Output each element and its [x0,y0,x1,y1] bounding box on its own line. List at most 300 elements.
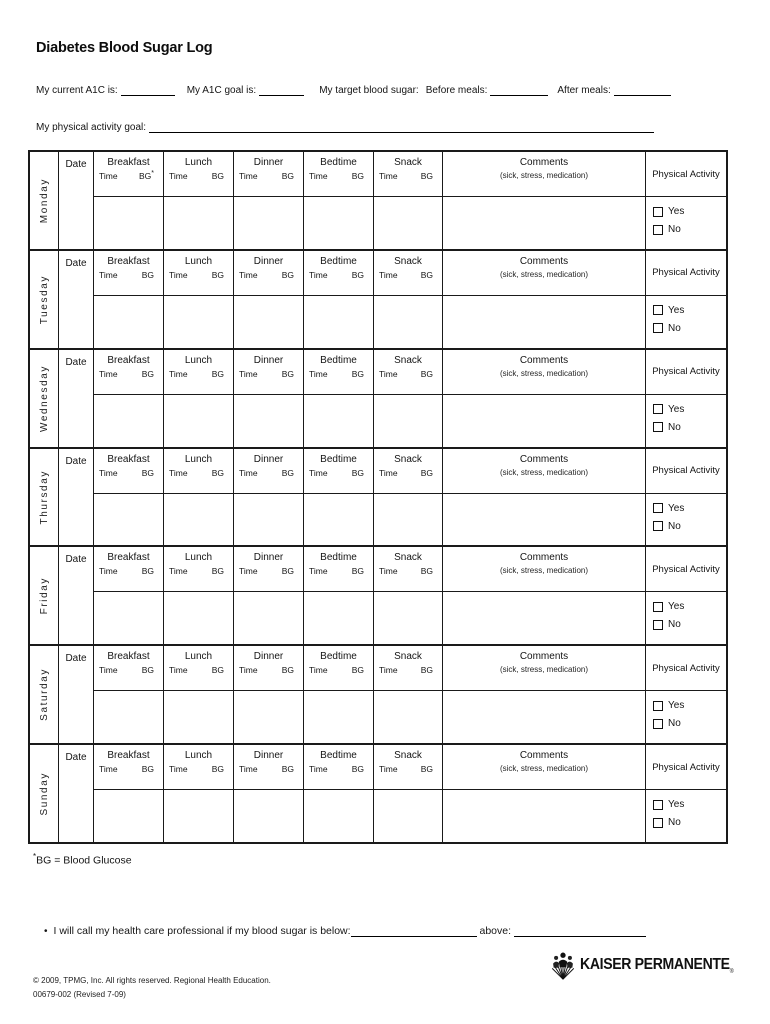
comments-entry-cell[interactable] [443,592,646,644]
time-label: Time [99,368,118,379]
yes-label: Yes [668,799,685,811]
bedtime-header-cell [304,547,374,591]
bg-footnote-marker: * [151,170,154,178]
physical-activity-label: Physical Activity [652,267,720,279]
breakfast-header-cell [94,350,164,394]
breakfast-entry-cell[interactable] [94,790,164,842]
physical-activity-yes-option[interactable] [653,799,726,810]
bg-label: BG [420,665,433,676]
yes-checkbox[interactable] [653,305,663,315]
comments-sub-label: (sick, stress, medication) [499,764,589,774]
snack-header-cell [374,350,443,394]
breakfast-entry-cell[interactable] [94,494,164,546]
copyright-line: © 2009, TPMG, Inc. All rights reserved. Regional Health Education. [33,976,271,985]
comments-sub-label: (sick, stress, medication) [499,171,589,180]
breakfast-entry-cell[interactable] [94,395,164,447]
comments-label: Comments [519,453,569,465]
bedtime-label: Bedtime [320,552,357,564]
yes-label: Yes [668,403,685,415]
time-label: Time [379,269,398,280]
time-label: Time [239,368,258,379]
breakfast-header-cell [94,646,164,690]
lunch-header-cell [164,547,234,591]
bedtime-entry-cell[interactable] [304,790,374,842]
bedtime-entry-cell[interactable] [304,197,374,249]
physical-activity-header-cell [646,547,726,591]
breakfast-label: Breakfast [107,255,150,267]
dinner-label: Dinner [253,552,284,564]
physical-activity-header-cell [646,646,726,690]
kaiser-permanente-people-icon [551,952,575,980]
physical-activity-header-cell [646,251,726,295]
snack-entry-cell[interactable] [374,296,443,348]
physical-activity-yes-option[interactable] [653,700,726,711]
a1c-goal-label: My A1C goal is: [186,85,257,96]
time-label: Time [169,566,188,577]
meal-header-row [94,745,726,790]
snack-label: Snack [394,750,422,762]
snack-entry-cell[interactable] [374,790,443,842]
bg-label: BG [211,171,224,181]
lunch-header-cell [164,152,234,196]
snack-label: Snack [394,157,422,168]
yes-checkbox[interactable] [653,503,663,513]
comments-header-cell [443,646,646,690]
comments-sub-label: (sick, stress, medication) [499,467,589,477]
lunch-entry-cell[interactable] [164,592,234,644]
no-checkbox[interactable] [653,225,663,235]
bedtime-entry-cell[interactable] [304,691,374,743]
lunch-label: Lunch [184,157,213,168]
meal-header-row [94,350,726,395]
call-professional-text: I will call my health care professional if my blood sugar is below: [53,925,351,937]
dinner-entry-cell[interactable] [234,691,304,743]
dinner-header-cell [234,745,304,789]
bedtime-header-cell [304,745,374,789]
physical-activity-label: Physical Activity [652,662,720,674]
breakfast-label: Breakfast [107,157,150,168]
physical-activity-header-cell [646,350,726,394]
date-label: Date [65,554,87,566]
snack-entry-cell[interactable] [374,691,443,743]
bg-label: BG [141,368,154,379]
yes-checkbox[interactable] [653,800,663,810]
comments-entry-cell[interactable] [443,197,646,249]
day-grid [94,646,726,743]
day-grid [94,251,726,348]
blood-sugar-below-field[interactable] [351,924,477,937]
bg-label: BG [211,566,224,577]
day-row [30,152,726,251]
physical-activity-no-option[interactable] [653,817,726,828]
bg-label: BG [420,764,433,775]
physical-activity-yes-option[interactable] [653,404,726,415]
date-cell[interactable] [59,350,94,447]
bg-footnote [33,852,132,867]
yes-checkbox[interactable] [653,207,663,217]
time-label: Time [169,269,188,280]
bg-label: BG [281,665,294,676]
breakfast-label: Breakfast [107,354,150,366]
a1c-goal-field[interactable] [259,83,304,96]
day-name-cell [30,152,59,249]
physical-activity-yes-option[interactable] [653,305,726,316]
time-label: Time [239,566,258,577]
physical-activity-label: Physical Activity [652,366,720,378]
bedtime-label: Bedtime [320,255,357,267]
physical-activity-entry-cell [646,197,726,249]
lunch-header-cell [164,745,234,789]
dinner-header-cell [234,547,304,591]
date-label: Date [65,752,87,764]
bg-label: BG [281,269,294,280]
entry-row [94,197,726,249]
time-label: Time [379,171,398,181]
physical-activity-yes-option[interactable] [653,601,726,612]
entry-row [94,296,726,348]
physical-activity-label: Physical Activity [652,761,720,773]
comments-header-cell [443,547,646,591]
bg-label: BG [211,764,224,775]
bg-label: BG [351,566,364,577]
entry-row [94,790,726,842]
yes-label: Yes [668,601,685,613]
bg-label: BG [281,764,294,775]
date-cell[interactable] [59,251,94,348]
lunch-label: Lunch [184,354,213,366]
time-label: Time [169,665,188,676]
physical-activity-entry-cell [646,395,726,447]
day-row [30,251,726,350]
snack-header-cell [374,745,443,789]
bg-label: BG [141,665,154,676]
physical-activity-header-cell [646,449,726,493]
no-checkbox[interactable] [653,422,663,432]
physical-activity-no-option[interactable] [653,323,726,334]
lunch-label: Lunch [184,750,213,762]
comments-entry-cell[interactable] [443,395,646,447]
dinner-entry-cell[interactable] [234,296,304,348]
day-grid [94,745,726,842]
day-name-cell [30,745,59,842]
physical-activity-yes-option[interactable] [653,503,726,514]
bg-label: BG [420,368,433,379]
comments-header-cell [443,745,646,789]
snack-header-cell [374,152,443,196]
time-label: Time [379,566,398,577]
day-name-label: Thursday [38,469,50,525]
comments-label: Comments [519,651,569,663]
bg-label: BG [141,269,154,280]
comments-entry-cell[interactable] [443,296,646,348]
comments-sub-label: (sick, stress, medication) [499,566,589,576]
bg-label: BG* [138,170,154,181]
comments-label: Comments [519,255,569,267]
bg-label: BG [351,171,364,181]
blood-sugar-above-field[interactable] [514,924,646,937]
breakfast-entry-cell[interactable] [94,296,164,348]
time-label: Time [379,665,398,676]
comments-label: Comments [519,354,569,366]
bg-label: BG [141,566,154,577]
no-checkbox[interactable] [653,818,663,828]
time-label: Time [169,171,188,181]
time-label: Time [239,764,258,775]
no-label: No [668,718,681,730]
form-number-line: 00679-002 (Revised 7-09) [33,990,126,1000]
no-checkbox[interactable] [653,323,663,333]
dinner-entry-cell[interactable] [234,790,304,842]
physical-activity-yes-option[interactable] [653,206,726,217]
date-cell[interactable] [59,449,94,546]
breakfast-header-cell [94,449,164,493]
no-label: No [668,520,681,532]
physical-activity-header-cell [646,745,726,789]
snack-entry-cell[interactable] [374,395,443,447]
day-name-cell [30,449,59,546]
entry-row [94,691,726,743]
breakfast-entry-cell[interactable] [94,691,164,743]
dinner-header-cell [234,646,304,690]
bedtime-entry-cell[interactable] [304,296,374,348]
time-label: Time [99,764,118,775]
dinner-header-cell [234,251,304,295]
date-cell[interactable] [59,152,94,249]
physical-activity-no-option[interactable] [653,619,726,630]
physical-activity-no-option[interactable] [653,224,726,235]
lunch-entry-cell[interactable] [164,197,234,249]
dinner-label: Dinner [253,453,284,465]
date-label: Date [65,356,87,368]
bg-label: BG [281,368,294,379]
breakfast-entry-cell[interactable] [94,592,164,644]
bg-label: BG [420,566,433,577]
date-label: Date [65,455,87,467]
bg-label: BG [211,467,224,478]
bullet-icon: • [44,926,48,937]
breakfast-label: Breakfast [107,453,150,465]
day-name-label: Monday [38,177,50,224]
bg-label: BG [211,665,224,676]
lunch-entry-cell[interactable] [164,691,234,743]
breakfast-header-cell [94,152,164,196]
time-label: Time [309,269,328,280]
snack-label: Snack [394,552,422,564]
current-a1c-label: My current A1C is: [36,85,118,96]
bedtime-entry-cell[interactable] [304,592,374,644]
time-label: Time [169,368,188,379]
dinner-entry-cell[interactable] [234,592,304,644]
breakfast-label: Breakfast [107,651,150,663]
physical-activity-label: Physical Activity [652,168,720,180]
kaiser-permanente-wordmark: KAISER $PERMANENTE_®$ [580,956,734,976]
comments-sub-label: (sick, stress, medication) [499,269,589,279]
day-grid [94,547,726,644]
date-cell[interactable] [59,547,94,644]
snack-label: Snack [394,354,422,366]
lunch-entry-cell[interactable] [164,790,234,842]
meal-header-row [94,646,726,691]
physical-activity-entry-cell [646,296,726,348]
dinner-entry-cell[interactable] [234,395,304,447]
target-blood-sugar-label: My target blood sugar: [319,85,419,96]
dinner-label: Dinner [253,157,284,168]
day-grid [94,152,726,249]
physical-activity-entry-cell [646,592,726,644]
before-meals-field[interactable] [490,83,548,96]
bg-label: BG [281,566,294,577]
activity-goal-label: My physical activity goal: [36,122,147,133]
snack-entry-cell[interactable] [374,592,443,644]
physical-activity-no-option[interactable] [653,422,726,433]
current-a1c-field[interactable] [121,83,175,96]
a1c-targets-line [36,83,671,96]
snack-header-cell [374,547,443,591]
yes-checkbox[interactable] [653,701,663,711]
bg-label: BG [351,764,364,775]
after-meals-label: After meals: [557,85,611,96]
registered-trademark-symbol: ® [729,969,734,976]
lunch-entry-cell[interactable] [164,296,234,348]
meal-header-row [94,251,726,296]
bg-label: BG [141,467,154,478]
comments-label: Comments [519,157,569,168]
dinner-entry-cell[interactable] [234,494,304,546]
day-name-label: Friday [38,577,50,615]
activity-goal-line [36,120,654,133]
yes-checkbox[interactable] [653,404,663,414]
time-label: Time [99,467,118,478]
bg-label: BG [351,467,364,478]
breakfast-header-cell [94,251,164,295]
bedtime-entry-cell[interactable] [304,494,374,546]
time-label: Time [239,269,258,280]
time-label: Time [239,665,258,676]
no-label: No [668,224,681,235]
bg-label: BG [420,467,433,478]
bedtime-label: Bedtime [320,750,357,762]
activity-goal-field[interactable] [149,120,654,133]
snack-header-cell [374,646,443,690]
bg-label: BG [351,269,364,280]
time-label: Time [99,566,118,577]
snack-entry-cell[interactable] [374,494,443,546]
no-checkbox[interactable] [653,521,663,531]
bg-label: BG [211,269,224,280]
breakfast-entry-cell[interactable] [94,197,164,249]
physical-activity-no-option[interactable] [653,718,726,729]
lunch-entry-cell[interactable] [164,395,234,447]
no-checkbox[interactable] [653,719,663,729]
time-label: Time [239,467,258,478]
comments-entry-cell[interactable] [443,691,646,743]
day-name-label: Saturday [38,668,50,722]
day-row [30,547,726,646]
dinner-header-cell [234,152,304,196]
lunch-header-cell [164,350,234,394]
footnote-text: BG = Blood Glucose [36,854,132,867]
comments-label: Comments [519,552,569,564]
physical-activity-entry-cell [646,494,726,546]
snack-entry-cell[interactable] [374,197,443,249]
lunch-label: Lunch [184,651,213,663]
page-title: Diabetes Blood Sugar Log [36,40,213,56]
time-label: Time [99,269,118,280]
no-label: No [668,421,681,433]
comments-entry-cell[interactable] [443,494,646,546]
entry-row [94,494,726,546]
date-cell[interactable] [59,646,94,743]
physical-activity-entry-cell [646,790,726,842]
bedtime-header-cell [304,646,374,690]
date-label: Date [65,257,87,269]
time-label: Time [379,368,398,379]
time-label: Time [309,467,328,478]
yes-label: Yes [668,304,685,316]
time-label: Time [309,171,328,181]
physical-activity-entry-cell [646,691,726,743]
lunch-label: Lunch [184,453,213,465]
yes-label: Yes [668,206,685,217]
bedtime-label: Bedtime [320,157,357,168]
above-label: above: [479,925,512,937]
no-label: No [668,619,681,631]
bedtime-header-cell [304,152,374,196]
time-label: Time [309,665,328,676]
lunch-label: Lunch [184,552,213,564]
breakfast-header-cell [94,547,164,591]
comments-header-cell [443,152,646,196]
snack-header-cell [374,251,443,295]
comments-entry-cell[interactable] [443,790,646,842]
before-meals-label: Before meals: [425,85,488,96]
day-name-label: Wednesday [38,364,50,432]
after-meals-field[interactable] [614,83,671,96]
comments-header-cell [443,449,646,493]
snack-label: Snack [394,453,422,465]
dinner-label: Dinner [253,354,284,366]
no-checkbox[interactable] [653,620,663,630]
day-row [30,646,726,745]
dinner-entry-cell[interactable] [234,197,304,249]
day-grid [94,350,726,447]
time-label: Time [169,764,188,775]
bedtime-entry-cell[interactable] [304,395,374,447]
bg-label: BG [211,368,224,379]
comments-sub-label: (sick, stress, medication) [499,368,589,378]
dinner-label: Dinner [253,750,284,762]
bedtime-label: Bedtime [320,651,357,663]
snack-label: Snack [394,255,422,267]
entry-row [94,395,726,447]
kaiser-permanente-logo [551,952,754,980]
time-label: Time [169,467,188,478]
bedtime-label: Bedtime [320,453,357,465]
dinner-header-cell [234,449,304,493]
physical-activity-no-option[interactable] [653,521,726,532]
lunch-entry-cell[interactable] [164,494,234,546]
blood-sugar-log-table [28,150,728,844]
call-professional-line [44,924,646,937]
bg-label: BG [420,269,433,280]
yes-checkbox[interactable] [653,602,663,612]
time-label: Time [379,467,398,478]
date-cell[interactable] [59,745,94,842]
bg-label: BG [420,171,433,181]
meal-header-row [94,152,726,197]
dinner-label: Dinner [253,651,284,663]
footnote-marker: * [33,852,37,861]
